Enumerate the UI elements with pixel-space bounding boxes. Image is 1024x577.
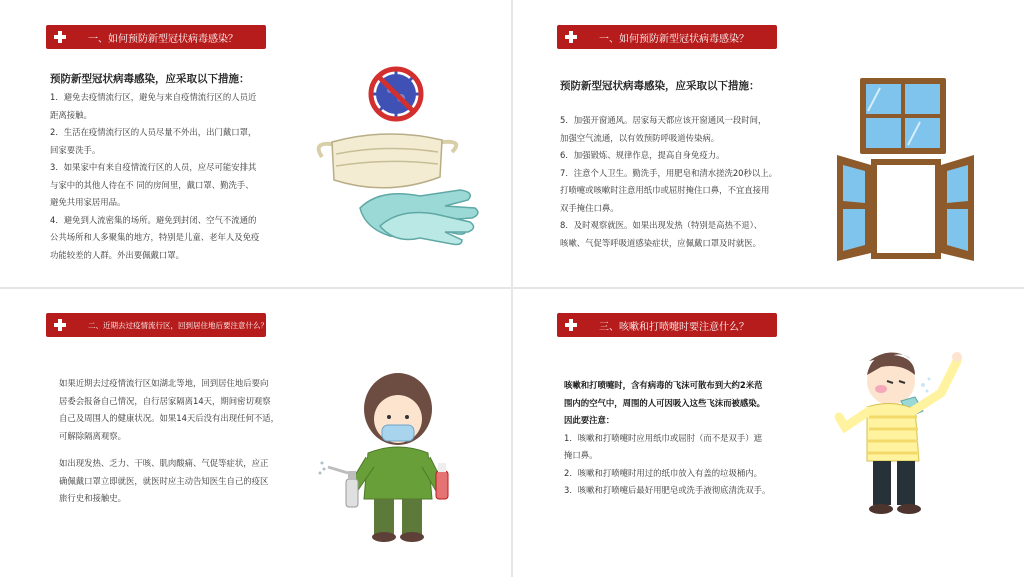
list-line: 8．及时观察就医。如果出现发热（特别是高热不退）、 (560, 220, 763, 230)
banner-text: 二、近期去过疫情流行区，回到居住地后要注意什么？ (88, 320, 268, 330)
subheading: 预防新型冠状病毒感染，应采取以下措施： (50, 73, 250, 85)
list-line: 距离接触。 (50, 109, 92, 120)
banner-text: 三、咳嗽和打喷嚏时要注意什么？ (599, 321, 749, 333)
paragraph-line: 旅行史和接触史。 (59, 493, 126, 503)
cross-icon (565, 319, 577, 331)
list-line: 5．加强开窗通风。居家每天都应该开窗通风一段时间， (560, 115, 767, 125)
paragraph-line: 居委会报备自己情况，自行居家隔离14天，期间密切观察 (59, 395, 271, 406)
advice-text (59, 375, 319, 508)
banner-text: 一、如何预防新型冠状病毒感染？ (599, 33, 749, 45)
list-line: 掩口鼻。 (564, 450, 598, 460)
no-virus-icon (368, 66, 424, 122)
paragraph-line: 可解除隔离观察。 (59, 430, 126, 441)
list-line: 打喷嚏或咳嗽时注意用纸巾或屈肘掩住口鼻，不宜直接用 (560, 185, 770, 195)
person-spray-icon (318, 367, 468, 547)
window-open-icon (833, 155, 978, 263)
sneezing-person-icon (831, 345, 981, 525)
list-line: 回家要洗手。 (50, 144, 101, 155)
list-line: 4．避免到人流密集的场所。避免到封闭、空气不流通的 (50, 214, 257, 225)
section-banner (46, 25, 266, 49)
list-line: 与家中的其他人待在不 同的房间里，戴口罩、勤洗手、 (50, 179, 254, 190)
list-line: 2．生活在疫情流行区的人员尽量不外出，出门戴口罩， (50, 127, 257, 137)
list-line: 6．加强锻炼、规律作息，提高自身免疫力。 (560, 150, 725, 160)
measure-list (560, 112, 820, 252)
list-line: 1．咳嗽和打喷嚏时应用纸巾或屈肘（而不是双手）遮 (564, 432, 762, 443)
section-banner (46, 313, 266, 337)
list-line: 3．咳嗽和打喷嚏后最好用肥皂或洗手液彻底清洗双手。 (564, 485, 771, 495)
section-banner (557, 313, 777, 337)
list-line: 加强空气流通，以有效预防呼吸道传染病。 (560, 132, 720, 143)
banner-text: 一、如何预防新型冠状病毒感染？ (88, 33, 238, 45)
list-line: 双手掩住口鼻。 (560, 202, 619, 213)
list-line: 7．注意个人卫生。勤洗手，用肥皂和清水搓洗20秒以上。 (560, 167, 777, 178)
paragraph-line: 确佩戴口罩立即就医，就医时应主动告知医生自己的疫区 (59, 475, 269, 486)
subheading: 预防新型冠状病毒感染，应采取以下措施： (560, 80, 760, 92)
paragraph-line: 自己及周围人的健康状况。如果14天后没有出现任何不适， (59, 413, 280, 423)
window-closed-icon (858, 76, 948, 156)
measure-list (50, 89, 300, 264)
slide-prevention-2 (513, 0, 1024, 287)
advice-text (564, 377, 824, 500)
bold-line: 咳嗽和打喷嚏时，含有病毒的飞沫可散布到大约2米范 (564, 380, 763, 390)
bold-line: 围内的空气中，周围的人可因吸入这些飞沫而被感染。 (564, 397, 765, 408)
paragraph-line: 如出现发热、乏力、干咳、肌肉酸痛、气促等症状，应正 (59, 458, 269, 468)
list-line: 3．如果家中有来自疫情流行区的人员，应尽可能安排其 (50, 162, 257, 172)
list-line: 1．避免去疫情流行区，避免与来自疫情流行区的人员近 (50, 92, 257, 102)
list-line: 公共场所和人多聚集的地方，特别是儿童、老年人及免疫 (50, 232, 260, 242)
list-line: 咳嗽、气促等呼吸道感染症状，应佩戴口罩及时就医。 (560, 237, 761, 248)
slide-cough-sneeze (513, 289, 1024, 577)
cross-icon (54, 31, 66, 43)
paragraph-line: 如果近期去过疫情流行区如湖北等地，回到居住地后要向 (59, 378, 269, 388)
slide-prevention-1 (0, 0, 511, 287)
slide-returning-travelers (0, 289, 511, 577)
list-line: 2．咳嗽和打喷嚏时用过的纸巾放入有盖的垃圾桶内。 (564, 467, 762, 478)
cross-icon (565, 31, 577, 43)
bold-line: 因此要注意： (564, 415, 615, 425)
cross-icon (54, 319, 66, 331)
gloves-icon (350, 178, 490, 248)
section-banner (557, 25, 777, 49)
list-line: 功能较差的人群。外出要佩戴口罩。 (50, 249, 184, 260)
list-line: 避免共用家居用品。 (50, 197, 126, 207)
